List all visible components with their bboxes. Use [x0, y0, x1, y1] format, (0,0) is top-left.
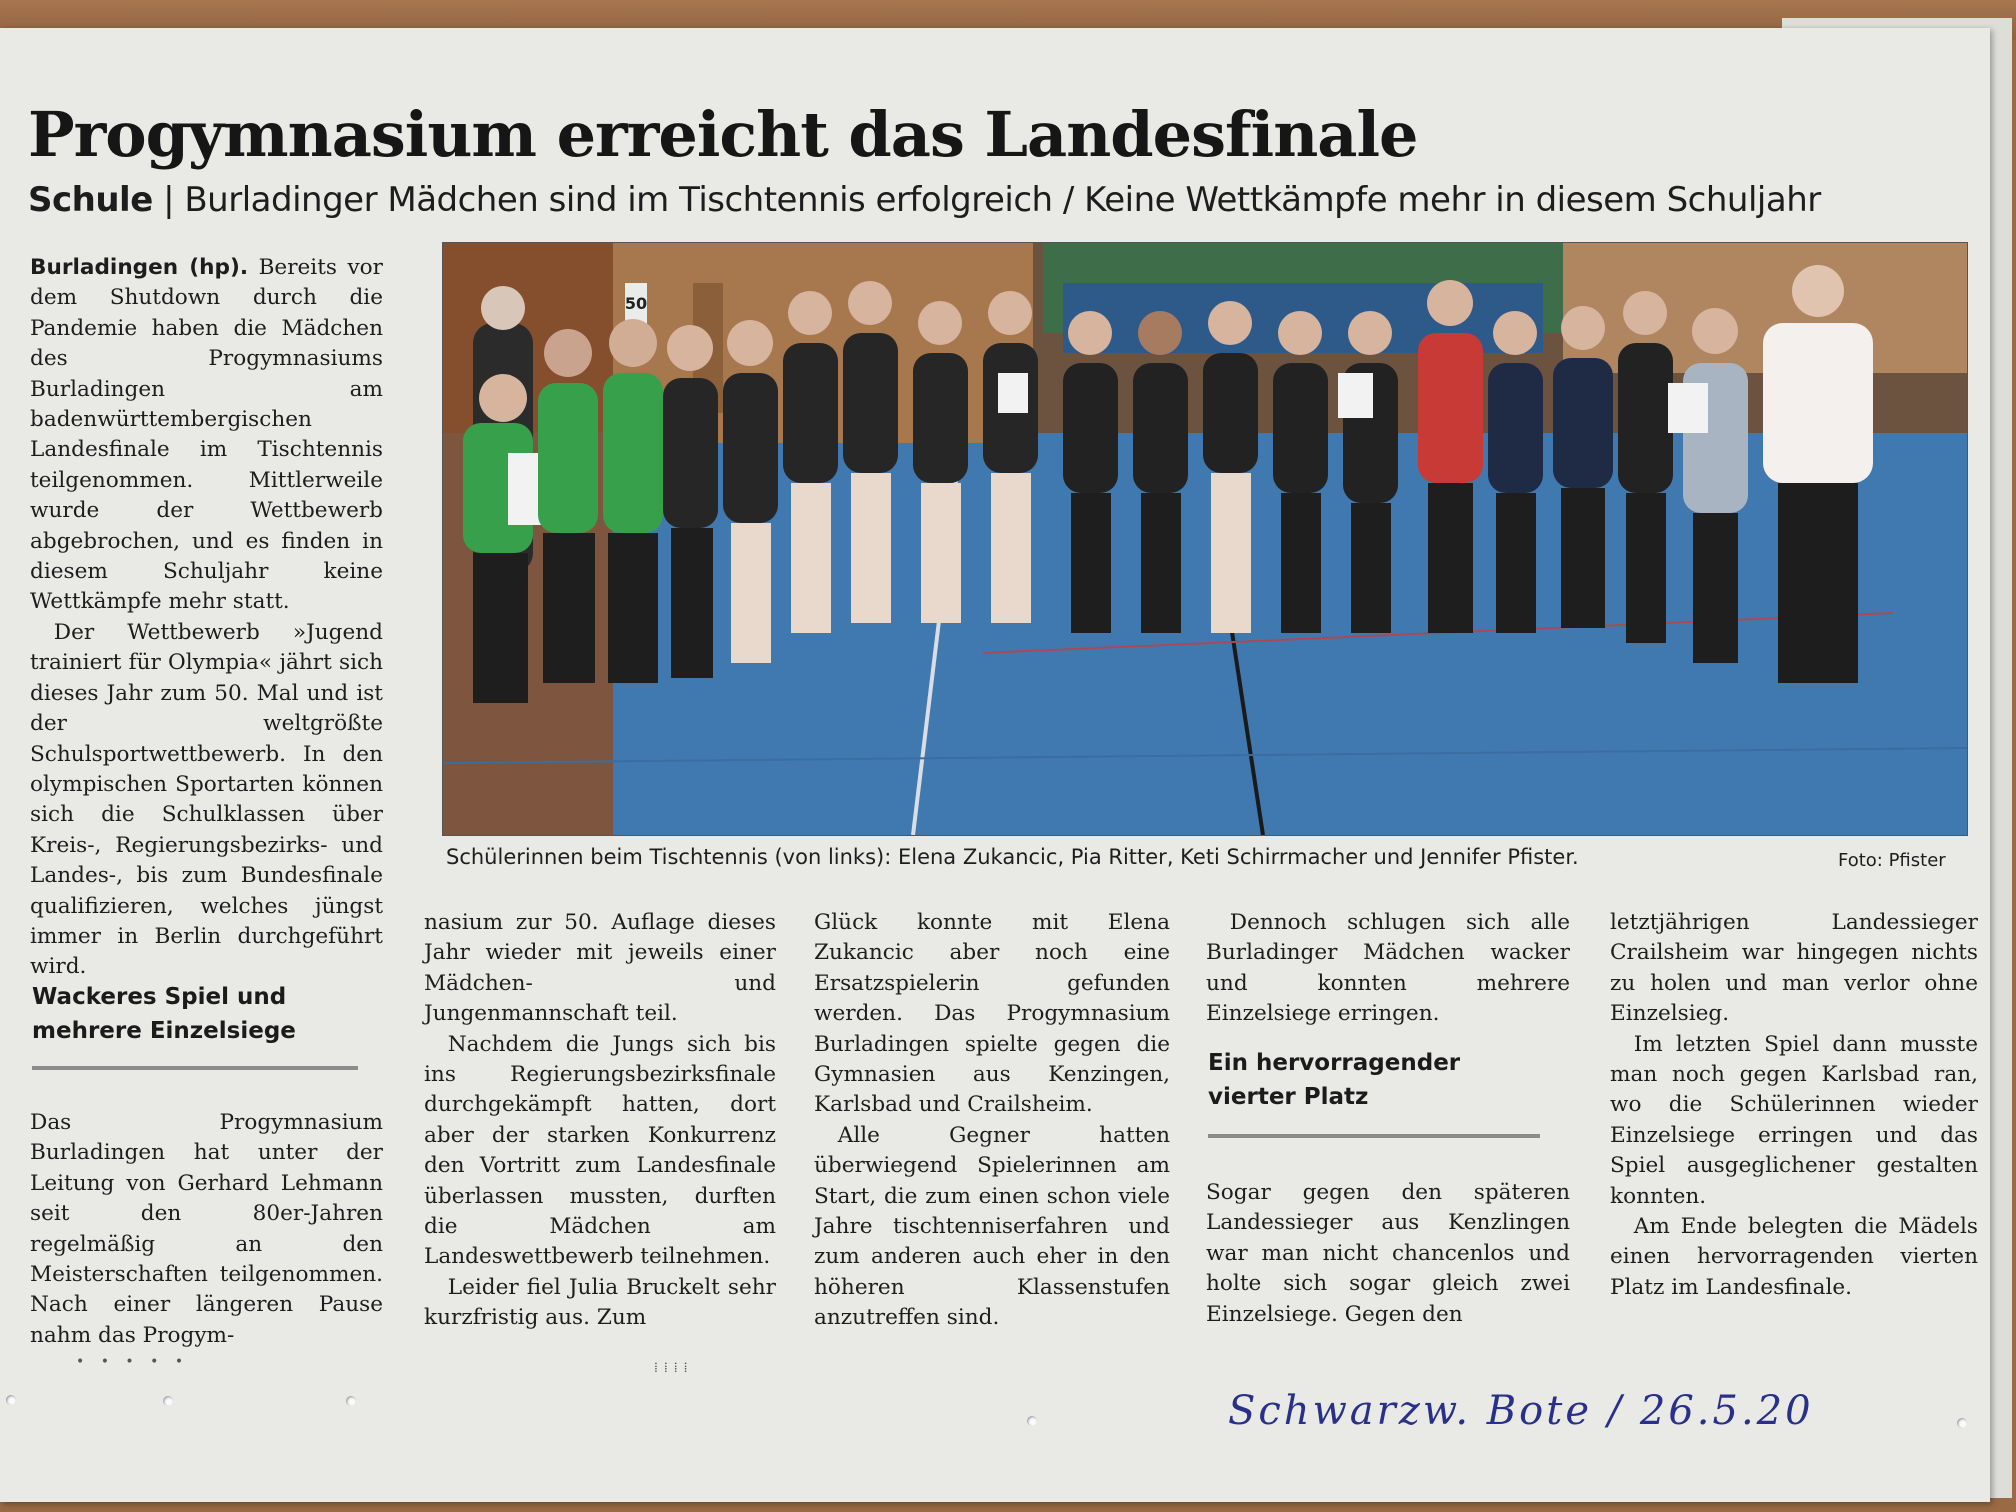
paragraph: Sogar gegen den späteren Landessieger aus Kenzlingen war man nicht chancenlos und holte sich sogar gleich zwei Einzelsiege. Gegen den: [1206, 1180, 1570, 1327]
article-column-4-continued: [1206, 1178, 1570, 1330]
team-photo: [442, 242, 1968, 836]
kicker-separator: |: [163, 180, 175, 220]
photo-caption: Schülerinnen beim Tischtennis (von links): Elena Zukancic, Pia Ritter, Keti Schirrmacher und Jennifer Pfister.: [446, 845, 1579, 869]
paragraph: nasium zur 50. Auflage dieses Jahr wieder mit jeweils einer Mädchen- und Jungenmannschaft teil.: [424, 910, 776, 1027]
paragraph: Im letzten Spiel dann musste man noch gegen Karlsbad ran, wo die Schülerinnen wieder Einzelsiege erringen und das Spiel ausgeglichener gestalten konnten.: [1610, 1031, 1978, 1209]
staple-hole: [1027, 1416, 1037, 1426]
staple-hole: [163, 1396, 173, 1406]
paragraph: Leider fiel Julia Bruckelt sehr kurzfristig aus. Zum: [424, 1274, 776, 1331]
photo-sign-number: 50: [624, 294, 648, 313]
paragraph: Das Progymnasium Burladingen hat unter der Leitung von Gerhard Lehmann seit den 80er-Jahren regelmäßig an den Meisterschaften teilgenommen. Nach einer längeren Pause nahm das Progym-: [30, 1110, 383, 1348]
paragraph: Burladingen (hp). Bereits vor dem Shutdown durch die Pandemie haben die Mädchen des Progymnasiums Burladingen am badenwürttembergischen Landesfinale im Tischtennis teilgenommen. Mittlerweile wurde der Wettbewerb abgebrochen, und es finden in diesem Schuljahr keine Wettkämpfe mehr statt.: [30, 255, 383, 615]
section-rule: [1208, 1134, 1540, 1138]
paragraph: Dennoch schlugen sich alle Burladinger Mädchen wacker und konnten mehrere Einzelsiege erringen.: [1206, 910, 1570, 1027]
paragraph: Glück konnte mit Elena Zukancic aber noch eine Ersatzspielerin gefunden werden. Das Progymnasium Burladingen spielte gegen die Gymnasien aus Kenzingen, Karlsbad und Crailsheim.: [814, 910, 1170, 1118]
section-rule: [32, 1066, 358, 1070]
article-column-4: [1206, 908, 1570, 1030]
headline: Progymnasium erreicht das Landesfinale: [28, 98, 1418, 171]
paragraph: Am Ende belegten die Mädels einen hervorragenden vierten Platz im Landesfinale.: [1610, 1214, 1978, 1300]
dateline: Burladingen (hp).: [30, 255, 249, 280]
section-kicker: Schule: [28, 180, 153, 220]
staple-hole: [6, 1395, 16, 1405]
article-column-5: [1610, 908, 1978, 1303]
article-column-2: [424, 908, 776, 1334]
article-column-1-continued: [30, 1108, 383, 1351]
article-column-1: [30, 253, 383, 983]
staple-hole: [1957, 1418, 1967, 1428]
paragraph: letztjährigen Landessieger Crailsheim war hingegen nichts zu holen und man verlor ohne Einzelsieg.: [1610, 910, 1978, 1027]
handwritten-source-note: Schwarzw. Bote / 26.5.20: [1228, 1388, 1814, 1434]
subheadline: [28, 180, 1821, 220]
photo-credit: Foto: Pfister: [1838, 850, 1946, 871]
paragraph: Alle Gegner hatten überwiegend Spielerinnen am Start, die zum einen schon viele Jahre tischtenniserfahren und zum anderen auch eher in den höheren Klassenstufen anzutreffen sind.: [814, 1122, 1170, 1331]
print-registration-dots: ⁞⁞⁞⁞: [654, 1360, 694, 1376]
paragraph: Der Wettbewerb »Jugend trainiert für Olympia« jährt sich dieses Jahr zum 50. Mal und ist der weltgrößte Schulsportwettbewerb. In den olympischen Sportarten können sich die Schulklassen über Kreis-, Regierungsbezirks- und Landes-, bis zum Bundesfinale qualifizieren, welches jüngst immer in Berlin durchgeführt wird.: [30, 619, 383, 980]
article-column-3: [814, 908, 1170, 1334]
paragraph: Nachdem die Jungs sich bis ins Regierungsbezirksfinale durchgekämpft hatten, dort aber der starken Konkurrenz den Vortritt zum Landesfinale überlassen mussten, durften die Mädchen am Landeswettbewerb teilnehmen.: [424, 1031, 776, 1270]
section-subhead: Wackeres Spiel und mehrere Einzelsiege: [32, 984, 296, 1044]
team-photo-illustration: [443, 243, 1967, 835]
staple-hole: [346, 1396, 356, 1406]
subheadline-text: Burladinger Mädchen sind im Tischtennis erfolgreich / Keine Wettkämpfe mehr in diesem Schuljahr: [184, 180, 1821, 220]
print-registration-dots: • • • • •: [76, 1354, 190, 1370]
section-subhead: Ein hervorragender vierter Platz: [1208, 1050, 1461, 1110]
